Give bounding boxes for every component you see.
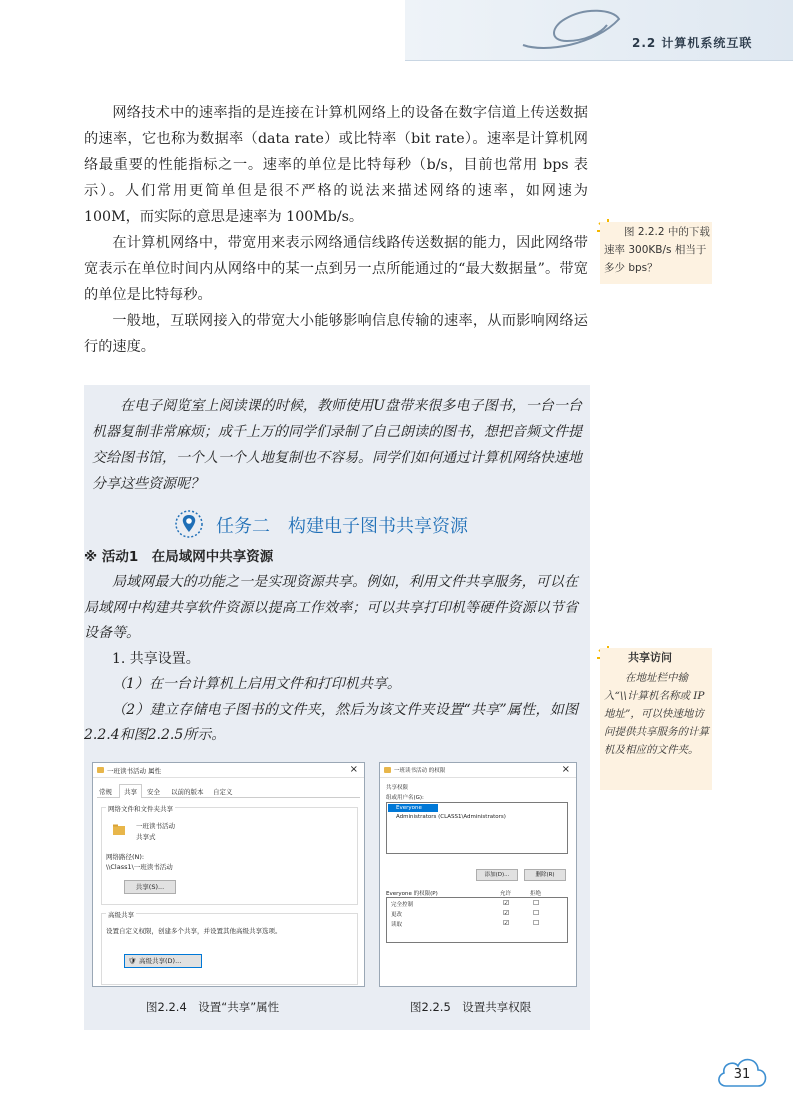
tip-title: 共享访问 — [628, 651, 672, 664]
tip-box-download-rate — [600, 222, 712, 284]
folder-icon — [97, 767, 104, 773]
allow-checkbox[interactable]: ☑ — [503, 919, 510, 927]
paragraph-impact: 一般地，互联网接入的带宽大小能够影响信息传输的速率，从而影响网络运行的速度。 — [84, 313, 588, 355]
tab-customize[interactable]: 自定义 — [213, 788, 233, 796]
table-row: 完全控制 ☑ ☐ — [391, 899, 540, 908]
tab-previous-versions[interactable]: 以前的版本 — [171, 788, 204, 796]
share-group — [101, 807, 358, 905]
permissions-table — [386, 897, 568, 943]
advanced-share-group — [101, 913, 358, 985]
deny-checkbox[interactable]: ☐ — [533, 919, 540, 927]
tip-box-share-access — [600, 648, 712, 790]
folder-share-state: 共享式 — [136, 833, 156, 841]
permissions-dialog — [379, 762, 577, 987]
dialog-titlebar — [380, 763, 576, 778]
step-1: （1）在一台计算机上启用文件和打印机共享。 — [112, 676, 401, 692]
deny-checkbox[interactable]: ☐ — [533, 899, 540, 907]
shield-icon: 🛡 — [128, 957, 137, 965]
close-icon[interactable]: × — [561, 764, 570, 775]
share-group-label: 网络文件和文件夹共享 — [108, 805, 173, 813]
advanced-share-label: 高级共享 — [108, 911, 134, 919]
paragraph-rate: 网络技术中的速率指的是连接在计算机网络上的设备在数字信道上传送数据的速率，它也称为数据率（data rate）或比特率（bit rate）。速率是计算机网络最重要的性能指标之一。速率的单位是比特每秒（b/s，目前也常用 bps 表示）。人们常用更简单但是很不严格的说法来描述网络的速率，如网速为 100M，而实际的意思是速率为 100Mb/s。 — [84, 105, 588, 225]
step-2: （2）建立存储电子图书的文件夹，然后为该文件夹设置“共享”属性，如图2.2.4和图2.2.5所示。 — [84, 701, 578, 743]
activity-title: ※ 活动1 在局域网中共享资源 — [84, 549, 274, 565]
column-allow: 允许 — [500, 891, 512, 897]
step-heading: 1. 共享设置。 — [112, 650, 200, 667]
network-path-value: \\Class1\一班读书活动 — [106, 863, 173, 871]
user-row-administrators[interactable]: Administrators (CLASS1\Administrators) — [396, 814, 506, 820]
section-title: 2.2 计算机系统互联 — [632, 36, 753, 50]
scenario-text — [84, 393, 582, 497]
tab-strip — [97, 785, 360, 798]
table-row: 更改 ☑ ☐ — [391, 909, 540, 918]
close-icon[interactable]: × — [349, 764, 358, 775]
figure-caption-2-2-5: 图2.2.5 设置共享权限 — [410, 1000, 532, 1014]
header-e-logo-icon — [515, 5, 625, 53]
activity-intro: 局域网最大的功能之一是实现资源共享。例如，利用文件共享服务，可以在局域网中构建共享软件资源以提高工作效率；可以共享打印机等硬件资源以节省设备等。 — [84, 574, 578, 641]
share-button[interactable]: 共享(S)... — [124, 880, 176, 894]
paragraph-bandwidth: 在计算机网络中，带宽用来表示网络通信线路传送数据的能力，因此网络带宽表示在单位时间内从网络中的某一点到另一点所能通过的“最大数据量”。带宽的单位是比特每秒。 — [84, 235, 588, 303]
permissions-label: Everyone 的权限(P) — [386, 891, 438, 897]
column-deny: 拒绝 — [530, 891, 542, 897]
task-title — [174, 509, 504, 539]
users-label: 组或用户名(G): — [386, 795, 424, 801]
allow-checkbox[interactable]: ☑ — [503, 909, 510, 917]
scenario-paragraph: 在电子阅览室上阅读课的时候，教师使用U盘带来很多电子图书，一台一台机器复制非常麻烦；成千上万的同学们录制了自己朗读的图书，想把音频文件提交给图书馆，一个人一个人地复制也不容易。同学们如何通过计算机网络快速地分享这些资源呢？ — [92, 398, 582, 492]
network-path-label: 网络路径(N): — [106, 853, 145, 861]
folder-name: 一班读书活动 — [136, 822, 175, 830]
advanced-share-button[interactable] — [124, 954, 202, 968]
folder-icon — [384, 767, 391, 773]
deny-checkbox[interactable]: ☐ — [533, 909, 540, 917]
advanced-share-description: 设置自定义权限，创建多个共享，并设置其他高级共享选项。 — [106, 927, 282, 935]
task-title-text: 任务二 构建电子图书共享资源 — [216, 516, 468, 537]
tab-share-permissions[interactable]: 共享权限 — [386, 785, 409, 791]
advanced-share-button-label: 高级共享(D)... — [139, 957, 182, 965]
allow-checkbox[interactable]: ☑ — [503, 899, 510, 907]
properties-dialog — [92, 762, 365, 987]
activity-text — [84, 570, 578, 749]
remove-button[interactable]: 删除(R) — [524, 869, 566, 881]
users-list — [386, 802, 568, 854]
figure-caption-2-2-4: 图2.2.4 设置“共享”属性 — [146, 1000, 280, 1014]
body-text — [84, 100, 588, 360]
dialog-titlebar — [93, 763, 364, 778]
table-row: 读取 ☑ ☐ — [391, 919, 540, 928]
location-pin-icon — [174, 509, 204, 539]
dialog-title: 一班读书活动 属性 — [107, 767, 162, 775]
shared-folder-icon — [112, 823, 126, 837]
dialog-title: 一班读书活动 的权限 — [394, 768, 446, 774]
user-row-everyone[interactable]: Everyone — [388, 804, 438, 812]
tab-sharing[interactable]: 共享 — [119, 784, 142, 798]
tab-general[interactable]: 常规 — [99, 788, 112, 796]
tip-text: 图 2.2.2 中的下载速率 300KB/s 相当于多少 bps？ — [604, 226, 710, 274]
tip-text: 在地址栏中输入“\\计算机名称或 IP 地址”，可以快速地访问提供共享服务的计算机及相应的文件夹。 — [604, 672, 709, 756]
tab-security[interactable]: 安全 — [147, 788, 160, 796]
add-button[interactable]: 添加(D)... — [476, 869, 518, 881]
page-number: 31 — [733, 1067, 751, 1082]
scenario-box — [84, 385, 590, 1030]
